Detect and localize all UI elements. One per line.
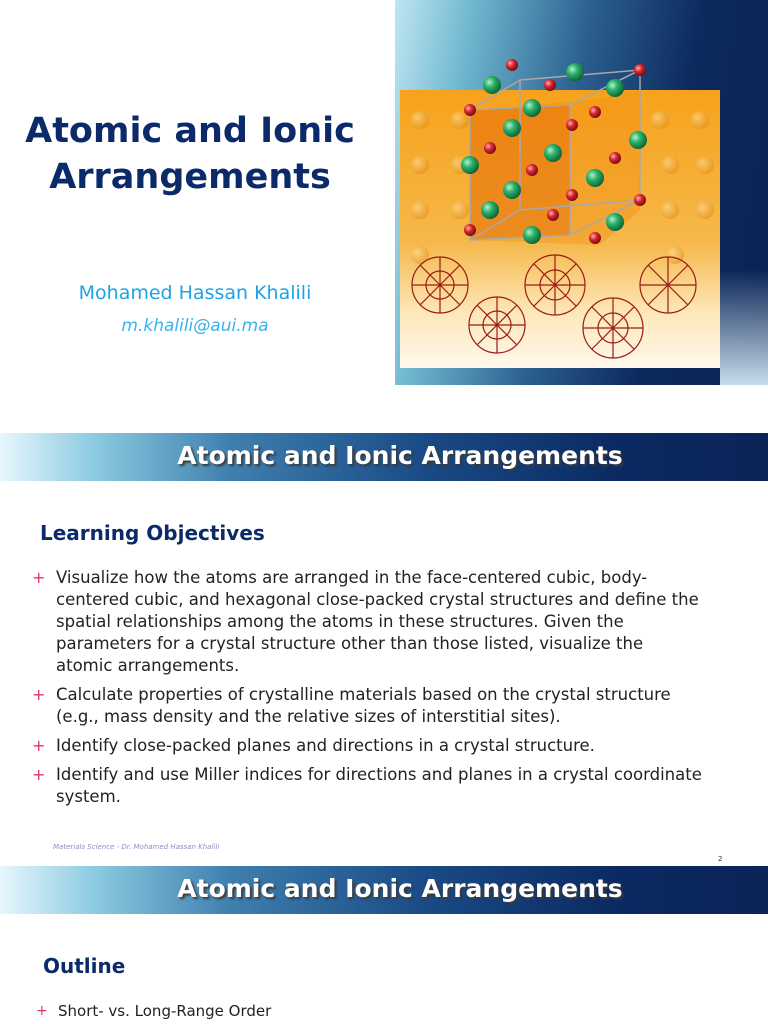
- list-item-text: Identify close-packed planes and directions in a crystal structure.: [56, 736, 595, 755]
- learning-objectives-slide: [0, 433, 768, 863]
- list-item: [32, 567, 702, 677]
- crystal-lattice-image: [400, 50, 720, 368]
- section-heading: Outline: [43, 954, 126, 978]
- title-slide-decoration-fade: [720, 0, 768, 385]
- list-item: [32, 684, 702, 728]
- slide-banner: [0, 866, 768, 914]
- banner-title: Atomic and Ionic Arrangements: [177, 441, 623, 470]
- list-item-text: Short- vs. Long-Range Order: [58, 1002, 272, 1020]
- author-name: Mohamed Hassan Khalili: [78, 282, 312, 304]
- list-item: [32, 735, 702, 757]
- plus-bullet-icon: +: [32, 736, 46, 755]
- list-item: [36, 1001, 271, 1021]
- objectives-list: [32, 567, 702, 815]
- slide-banner: [0, 433, 768, 481]
- outline-slide: [0, 866, 768, 1024]
- slide-title-line1: Atomic and Ionic: [25, 111, 355, 151]
- list-item: [32, 764, 702, 808]
- author-email: m.khalili@aui.ma: [121, 316, 269, 336]
- slide-title-line2: Arrangements: [49, 157, 331, 197]
- title-slide: [0, 0, 768, 410]
- banner-title: Atomic and Ionic Arrangements: [177, 874, 623, 903]
- outline-list: [36, 1001, 271, 1021]
- list-item-text: Identify and use Miller indices for directions and planes in a crystal coordinate system.: [56, 765, 702, 806]
- plus-bullet-icon: +: [32, 765, 46, 784]
- slide-title: [20, 108, 360, 200]
- page-number: 2: [718, 855, 723, 863]
- list-item-text: Visualize how the atoms are arranged in the face-centered cubic, body-centered cubic, and hexagonal close-packed crystal structures and define the spatial relationships among the atoms in these structures. Given the parameters for a crystal structure other than those listed, visualize the atomic arrangements.: [56, 568, 699, 675]
- plus-bullet-icon: +: [32, 568, 46, 587]
- slide-footer: Materials Science - Dr. Mohamed Hassan Khalili: [53, 843, 220, 851]
- plus-bullet-icon: +: [36, 1003, 48, 1019]
- section-heading: Learning Objectives: [40, 521, 265, 545]
- plus-bullet-icon: +: [32, 685, 46, 704]
- list-item-text: Calculate properties of crystalline materials based on the crystal structure (e.g., mass density and the relative sizes of interstitial sites).: [56, 685, 671, 726]
